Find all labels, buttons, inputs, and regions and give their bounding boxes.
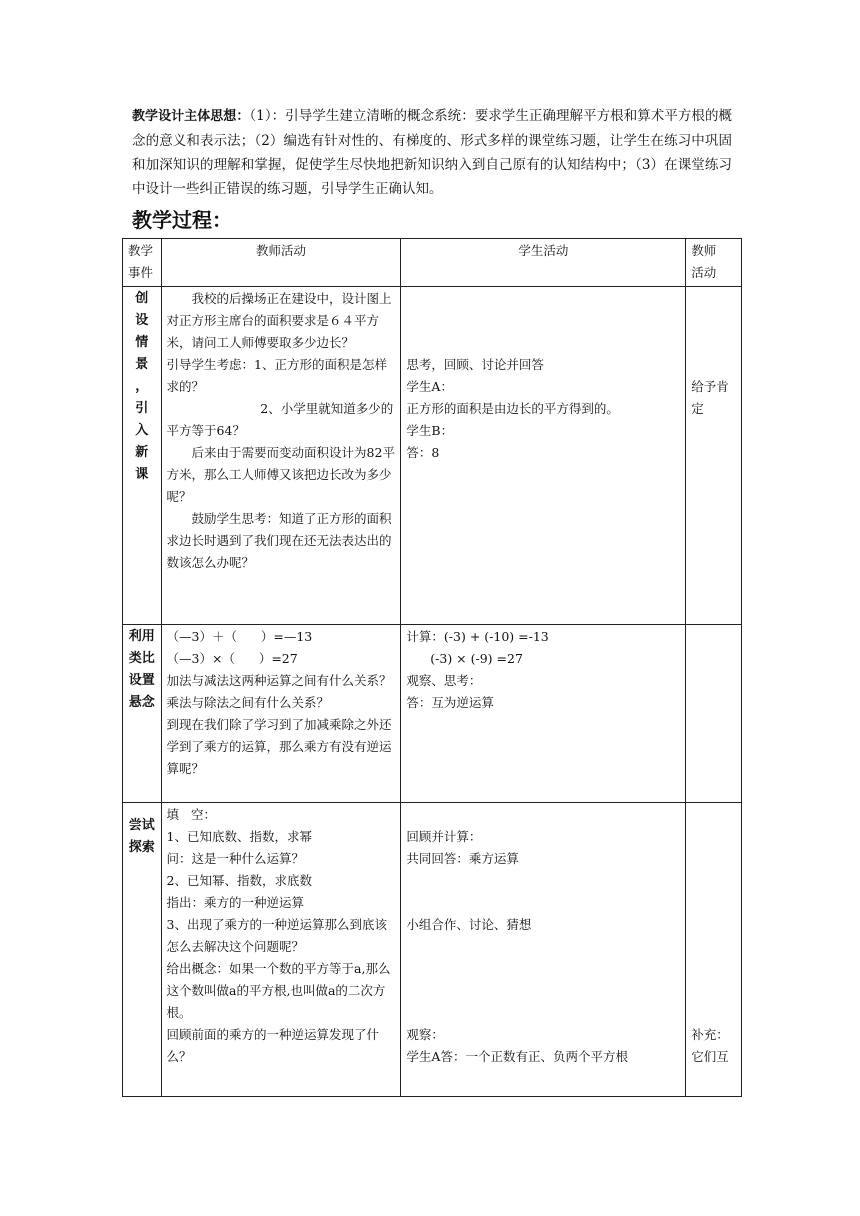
row3-teacher-text: 给出概念：如果一个数的平方等于a,那么这个数叫做a的平方根,也叫做a的二次方根。 <box>166 961 391 1020</box>
row3-teacher-text: 问：这是一种什么运算？ <box>166 851 305 866</box>
row2-student <box>401 625 686 803</box>
row1-event-char: 景 <box>135 357 149 372</box>
row2-event-text: 类比 <box>128 651 155 666</box>
row2-note <box>686 625 742 803</box>
row1-event-char: 设 <box>135 313 149 328</box>
row3-student-text: 学生A答：一个正数有正、负两个平方根 <box>406 1049 628 1064</box>
row3-note-text: 补充：它们互 <box>691 1027 729 1064</box>
row1-event-char: 新 <box>135 445 149 460</box>
row2-student-text: 观察、思考： <box>406 673 482 688</box>
row1-event-char: 创 <box>135 291 149 306</box>
row1-student-text: 学生B： <box>406 423 454 438</box>
row2-teacher <box>161 625 401 803</box>
row3-teacher-text: 指出：乘方的一种逆运算 <box>166 895 305 910</box>
table-row <box>123 625 742 803</box>
row2-student-text: 答：互为逆运算 <box>406 695 494 710</box>
row3-teacher-text: 填 空： <box>166 807 216 822</box>
header-teacher <box>161 239 401 287</box>
design-intro <box>132 104 732 201</box>
row2-student-text: (-3) × (-9) =27 <box>406 651 523 666</box>
row1-teacher-text: 2、小学里就知道多少的平方等于64？ <box>166 401 394 438</box>
row1-teacher-text: 后来由于需要而变动面积设计为82平方米，那么工人师傅又该把边长改为多少呢？ <box>166 445 395 504</box>
table-row <box>123 287 742 625</box>
row2-teacher-text: 加法与减法这两种运算之间有什么关系？乘法与除法之间有什么关系？ <box>166 673 392 710</box>
row1-event <box>123 287 162 625</box>
section-heading: 教学过程： <box>132 208 232 232</box>
header-teacher-label: 教师活动 <box>255 243 306 258</box>
row2-event-text: 悬念 <box>128 695 155 710</box>
row3-event-text: 探索 <box>128 840 155 855</box>
header-event-line2: 事件 <box>128 265 154 280</box>
row1-student-text: 学生A： <box>406 379 453 394</box>
row1-student <box>401 287 686 625</box>
row3-teacher-text: 3、出现了乘方的一种逆运算那么到底该怎么去解决这个问题呢？ <box>166 917 388 954</box>
row1-student-text: 思考，回顾、讨论并回答 <box>406 357 544 372</box>
row2-teacher-text: 到现在我们除了学习到了加减乘除之外还学到了乘方的运算，那么乘方有没有逆运算呢？ <box>166 717 392 776</box>
row3-event-text: 尝试 <box>128 818 155 833</box>
header-student <box>401 239 686 287</box>
row1-note <box>686 287 742 625</box>
row3-student-text: 回顾并计算： <box>406 829 482 844</box>
intro-label: 教学设计主体思想： <box>132 109 250 124</box>
header-note-line2: 活动 <box>691 265 717 280</box>
header-event-line1: 教学 <box>128 243 154 258</box>
row1-event-char: 课 <box>135 467 149 482</box>
row1-student-text: 正方形的面积是由边长的平方得到的。 <box>406 401 619 416</box>
row3-student-text: 小组合作、讨论、猜想 <box>406 917 532 932</box>
row1-student-text: 答：8 <box>406 445 440 460</box>
row3-student-text: 共同回答：乘方运算 <box>406 851 519 866</box>
row3-teacher-text: 1、已知底数、指数，求幂 <box>166 829 313 844</box>
row1-event-char: 入 <box>135 423 149 438</box>
header-note-line1: 教师 <box>691 243 717 258</box>
row1-event-char: 引 <box>135 401 149 416</box>
row2-student-text: 计算：(-3) + (-10) =-13 <box>406 629 549 644</box>
table-header-row <box>123 239 742 287</box>
table-row <box>123 803 742 1097</box>
row2-event-text: 利用 <box>128 629 155 644</box>
header-student-label: 学生活动 <box>518 243 569 258</box>
row1-teacher-text: 我校的后操场正在建设中，设计图上对正方形主席台的面积要求是６４平方米，请问工人师傅要取多少边长？ <box>166 291 392 350</box>
row3-teacher-text: 2、已知幂、指数，求底数 <box>166 873 313 888</box>
teaching-process-table <box>122 238 742 1097</box>
row3-student <box>401 803 686 1097</box>
row1-teacher-text: 引导学生考虑：1、正方形的面积是怎样求的？ <box>166 357 388 394</box>
header-event <box>123 239 162 287</box>
row2-teacher-text: （—3）×（ ）=27 <box>166 651 298 666</box>
row1-event-char: ， <box>135 379 149 394</box>
row1-event-char: 情 <box>135 335 149 350</box>
row1-teacher-text: 鼓励学生思考：知道了正方形的面积求边长时遇到了我们现在还无法表达出的数该怎么办呢？ <box>166 511 392 570</box>
header-note <box>686 239 742 287</box>
intro-text: （1）：引导学生建立清晰的概念系统：要求学生正确理解平方根和算术平方根的概念的意义和表示法；（2）编选有针对性的、有梯度的、形式多样的课堂练习题，让学生在练习中巩固和加深知识的理解和掌握，促使学生尽快地把新知识纳入到自己原有的认知结构中；（3）在课堂练习中设计一些纠正错误的练习题，引导学生正确认知。 <box>132 108 732 197</box>
row3-note <box>686 803 742 1097</box>
row3-teacher <box>161 803 401 1097</box>
row3-teacher-text: 回顾前面的乘方的一种逆运算发现了什么？ <box>166 1027 380 1064</box>
row3-event <box>123 803 162 1097</box>
row2-event <box>123 625 162 803</box>
row1-note-text: 给予肯定 <box>691 379 729 416</box>
row2-event-text: 设置 <box>128 673 155 688</box>
row1-teacher <box>161 287 401 625</box>
row3-student-text: 观察： <box>406 1027 444 1042</box>
row2-teacher-text: （—3）＋（ ）=—13 <box>166 629 313 644</box>
